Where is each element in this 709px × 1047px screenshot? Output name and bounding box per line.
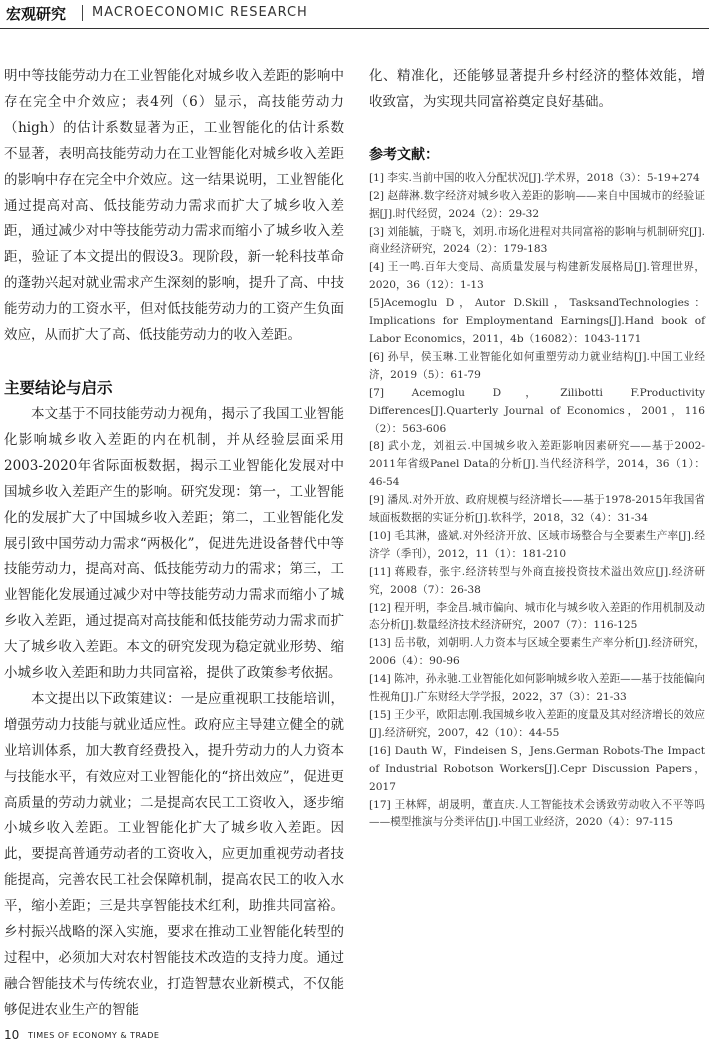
reference-item: [13] 岳书敬，刘朝明.人力资本与区域全要素生产率分析[J].经济研究，2006（4）：90-96 [369, 637, 705, 668]
paragraph-conclusion: 本文基于不同技能劳动力视角，揭示了我国工业智能化影响城乡收入差距的内在机制，并从经验层面采用2003-2020年省际面板数据，揭示工业智能化发展对中国城乡收入差距产生的影响。研究发现：第一，工业智能化的发展扩大了中国城乡收入差距；第二，工业智能化发展引致中国劳动力需求“两极化”，促进先进设备替代中等技能劳动力，提高对高、低技能劳动力的需求；第三，工业智能化发展通过减少对中等技能劳动力需求而缩小了城乡收入差距，通过提高对高技能和低技能劳动力需求而扩大了城乡收入差距。本文的研究发现为稳定就业形势、缩小城乡收入差距和助力共同富裕，提供了政策参考依据。 [4, 405, 344, 682]
header-divider [82, 5, 83, 21]
section-label-cn: 宏观研究 [6, 5, 67, 23]
reference-item: [2] 赵薛淋.数字经济对城乡收入差距的影响——来自中国城市的经验证据[J].时代经贸，2024（2）：29-32 [369, 189, 705, 220]
paragraph-continued: 明中等技能劳动力在工业智能化对城乡收入差距的影响中存在完全中介效应；表4列（6）显示，高技能劳动力（high）的估计系数显著为正，工业智能化的估计系数不显著，表明高技能劳动力在工业智能化对城乡收入差距的影响中存在完全中介效应。这一结果说明，工业智能化通过提高对高、低技能劳动力需求而扩大了城乡收入差距，通过减少对中等技能劳动力需求而缩小了城乡收入差距，验证了本文提出的假设3。现阶段，新一轮科技革命的蓬勃兴起对就业需求产生深刻的影响，提升了高、中技能劳动力的工资水平，但对低技能劳动力的工资产生负面效应，从而扩大了高、低技能劳动力的收入差距。 [4, 68, 344, 344]
reference-item: [3] 刘能毓，于晓飞，刘玥.市场化进程对共同富裕的影响与机制研究[J].商业经济研究，2024（2）：179-183 [369, 225, 705, 256]
reference-item: [1] 李实.当前中国的收入分配状况[J].学术界，2018（3）：5-19+274 [369, 171, 700, 184]
section-title: 主要结论与启示 [4, 378, 113, 397]
page-number: 10 [4, 1028, 20, 1042]
page-header [0, 0, 709, 29]
reference-item: [16] Dauth W，Findeisen S，Jens.German Robots-The Impact of Industrial Robotson Workers[J].Cepr Discussion Papers，2017 [369, 744, 705, 793]
reference-item: [12] 程开明，李金昌.城市偏向、城市化与城乡收入差距的作用机制及动态分析[J].数量经济技术经济研究，2007（7）：116-125 [369, 601, 705, 632]
right-column [369, 64, 705, 832]
reference-item: [15] 王少平，欧阳志刚.我国城乡收入差距的度量及其对经济增长的效应[J].经济研究，2007，42（10）：44-55 [369, 709, 705, 739]
reference-list [369, 170, 705, 833]
left-column [4, 64, 344, 1024]
reference-item: [17] 王林辉，胡晟明，董直庆.人工智能技术会诱致劳动收入不平等吗——模型推演与分类评估[J].中国工业经济，2020（4）：97-115 [369, 798, 705, 829]
reference-item: [9] 潘凤.对外开放、政府规模与经济增长——基于1978-2015年我国省域面板数据的实证分析[J].软科学，2018，32（4）：31-34 [369, 494, 705, 525]
paragraph-continued-right: 化、精准化，还能够显著提升乡村经济的整体效能，增收致富，为实现共同富裕奠定良好基础。 [369, 68, 705, 110]
reference-item: [4] 王一鸣.百年大变局、高质量发展与构建新发展格局[J].管理世界，2020，36（12）：1-13 [369, 261, 705, 292]
reference-item: [14] 陈冲，孙永驰.工业智能化如何影响城乡收入差距——基于技能偏向性视角[J].广东财经大学学报，2022，37（3）：21-33 [369, 673, 705, 704]
journal-name: TIMES OF ECONOMY & TRADE [28, 1031, 160, 1040]
references-title: 参考文献： [369, 146, 439, 163]
paragraph-policy: 本文提出以下政策建议：一是应重视职工技能培训，增强劳动力技能与就业适应性。政府应主导建立健全的就业培训体系，加大教育经费投入，提升劳动力的人力资本与技能水平，有效应对工业智能化的“挤出效应”，促进更高质量的劳动力就业；二是提高农民工工资收入，逐步缩小城乡收入差距。工业智能化扩大了城乡收入差距。因此，要提高普通劳动者的工资收入，应更加重视劳动者技能提高，完善农民工社会保障机制，提高农民工的收入水平，缩小差距；三是共享智能技术红利，助推共同富裕。乡村振兴战略的深入实施，要求在推动工业智能化转型的过程中，必须加大对农村智能技术改造的支持力度。通过融合智能技术与传统农业，打造智慧农业新模式，不仅能够促进农业生产的智能 [4, 690, 344, 1018]
reference-item: [10] 毛其淋，盛斌.对外经济开放、区域市场整合与全要素生产率[J].经济学（季刊），2012，11（1）：181-210 [369, 529, 705, 560]
reference-item: [5]Acemoglu D，Autor D.Skill，TasksandTechnologies：Implications for Employmentand Earnings[J].Hand book of Labor Economics，2011，4b（16082）：1043-1171 [369, 297, 705, 345]
reference-item: [6] 孙早，侯玉琳.工业智能化如何重塑劳动力就业结构[J].中国工业经济，2019（5）：61-79 [369, 350, 705, 381]
section-label-en: MACROECONOMIC RESEARCH [92, 5, 308, 20]
reference-item: [8] 武小龙，刘祖云.中国城乡收入差距影响因素研究——基于2002-2011年省级Panel Data的分析[J].当代经济科学，2014，36（1）：46-54 [369, 440, 705, 489]
reference-item: [11] 蒋殿春，张宇.经济转型与外商直接投资技术溢出效应[J].经济研究，2008（7）：26-38 [369, 565, 705, 596]
reference-item: [7] Acemoglu D，Zilibotti F.Productivity Differences[J].Quarterly Journal of Economics，2001，116（2）：563-606 [369, 386, 705, 435]
